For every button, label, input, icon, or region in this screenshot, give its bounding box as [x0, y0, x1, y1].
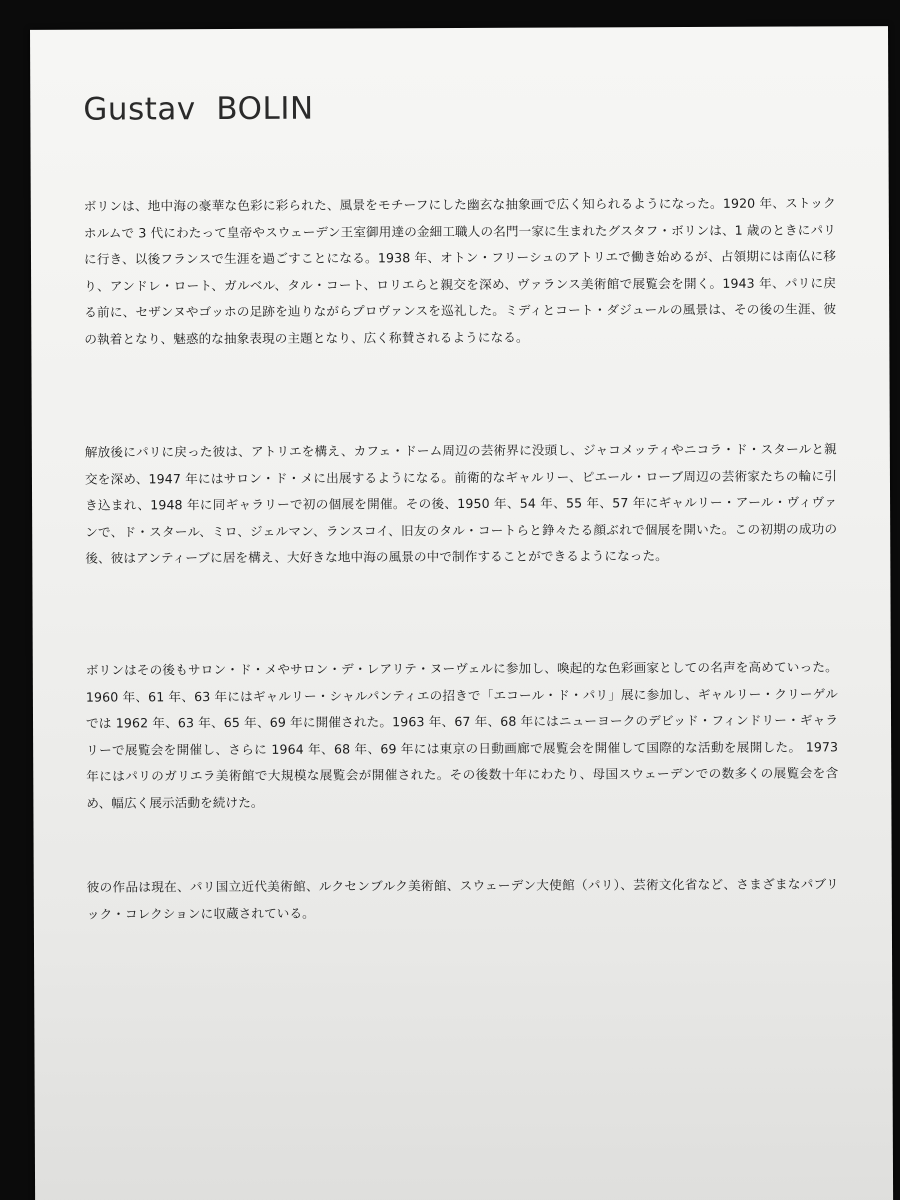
artist-name-heading: Gustav BOLIN — [83, 90, 314, 128]
biography-paragraph-2: 解放後にパリに戻った彼は、アトリエを構え、カフェ・ドーム周辺の芸術界に没頭し、ジャコメッティやニコラ・ド・スタールと親交を深め、1947 年にはサロン・ド・メに出展するようになる。前衛的なギャルリー、ピエール・ローブ周辺の芸術家たちの輪に引き込まれ、1948 年に同ギャラリーで初の個展を開催。その後、1950 年、54 年、55 年、57 年にギャルリー・アール・ヴィヴァンで、ド・スタール、ミロ、ジェルマン、ランスコイ、旧友のタル・コートらと錚々たる顔ぶれで個展を開いた。この初期の成功の後、彼はアンティーブに居を構え、大好きな地中海の風景の中で制作することができるようになった。 — [84, 441, 838, 566]
biography-paragraph-3: ボリンはその後もサロン・ド・メやサロン・デ・レアリテ・ヌーヴェルに参加し、喚起的な色彩画家としての名声を高めていった。1960 年、61 年、63 年にはギャルリー・シャルパンティエの招きで「エコール・ド・パリ」展に参加し、ギャルリー・クリーゲルでは 1962 年、63 年、65 年、69 年に開催された。1963 年、67 年、68 年にはニューヨークのデビッド・フィンドリー・ギャラリーで展覧会を開催し、さらに 1964 年、68 年、69 年には東京の日動画廊で展覧会を開催して国際的な活動を展開した。 1973 年にはパリのガリエラ美術館で大規模な展覧会が開催された。その後数十年にわたり、母国スウェーデンでの数多くの展覧会を含め、幅広く展示活動を続けた。 — [85, 659, 839, 811]
document-sheet — [30, 26, 893, 1200]
biography-paragraph-4: 彼の作品は現在、パリ国立近代美術館、ルクセンブルク美術館、スウェーデン大使館（パリ）、芸術文化省など、さまざまなパブリック・コレクションに収蔵されている。 — [86, 876, 839, 922]
biography-paragraph-1: ボリンは、地中海の豪華な色彩に彩られた、風景をモチーフにした幽玄な抽象画で広く知られるようになった。1920 年、ストックホルムで 3 代にわたって皇帝やスウェーデン王室御用達の金細工職人の名門一家に生まれたグスタフ・ボリンは、1 歳のときにパリに行き、以後フランスで生涯を過ごすことになる。1938 年、オトン・フリーシュのアトリエで働き始めるが、占領期には南仏に移り、アンドレ・ロート、ガルベル、タル・コート、ロリエらと親交を深め、ヴァランス美術館で展覧会を開く。1943 年、パリに戻る前に、セザンヌやゴッホの足跡を辿りながらプロヴァンスを巡礼した。ミディとコート・ダジュールの風景は、その後の生涯、彼の執着となり、魅惑的な抽象表現の主題となり、広く称賛されるようになる。 — [83, 195, 837, 347]
